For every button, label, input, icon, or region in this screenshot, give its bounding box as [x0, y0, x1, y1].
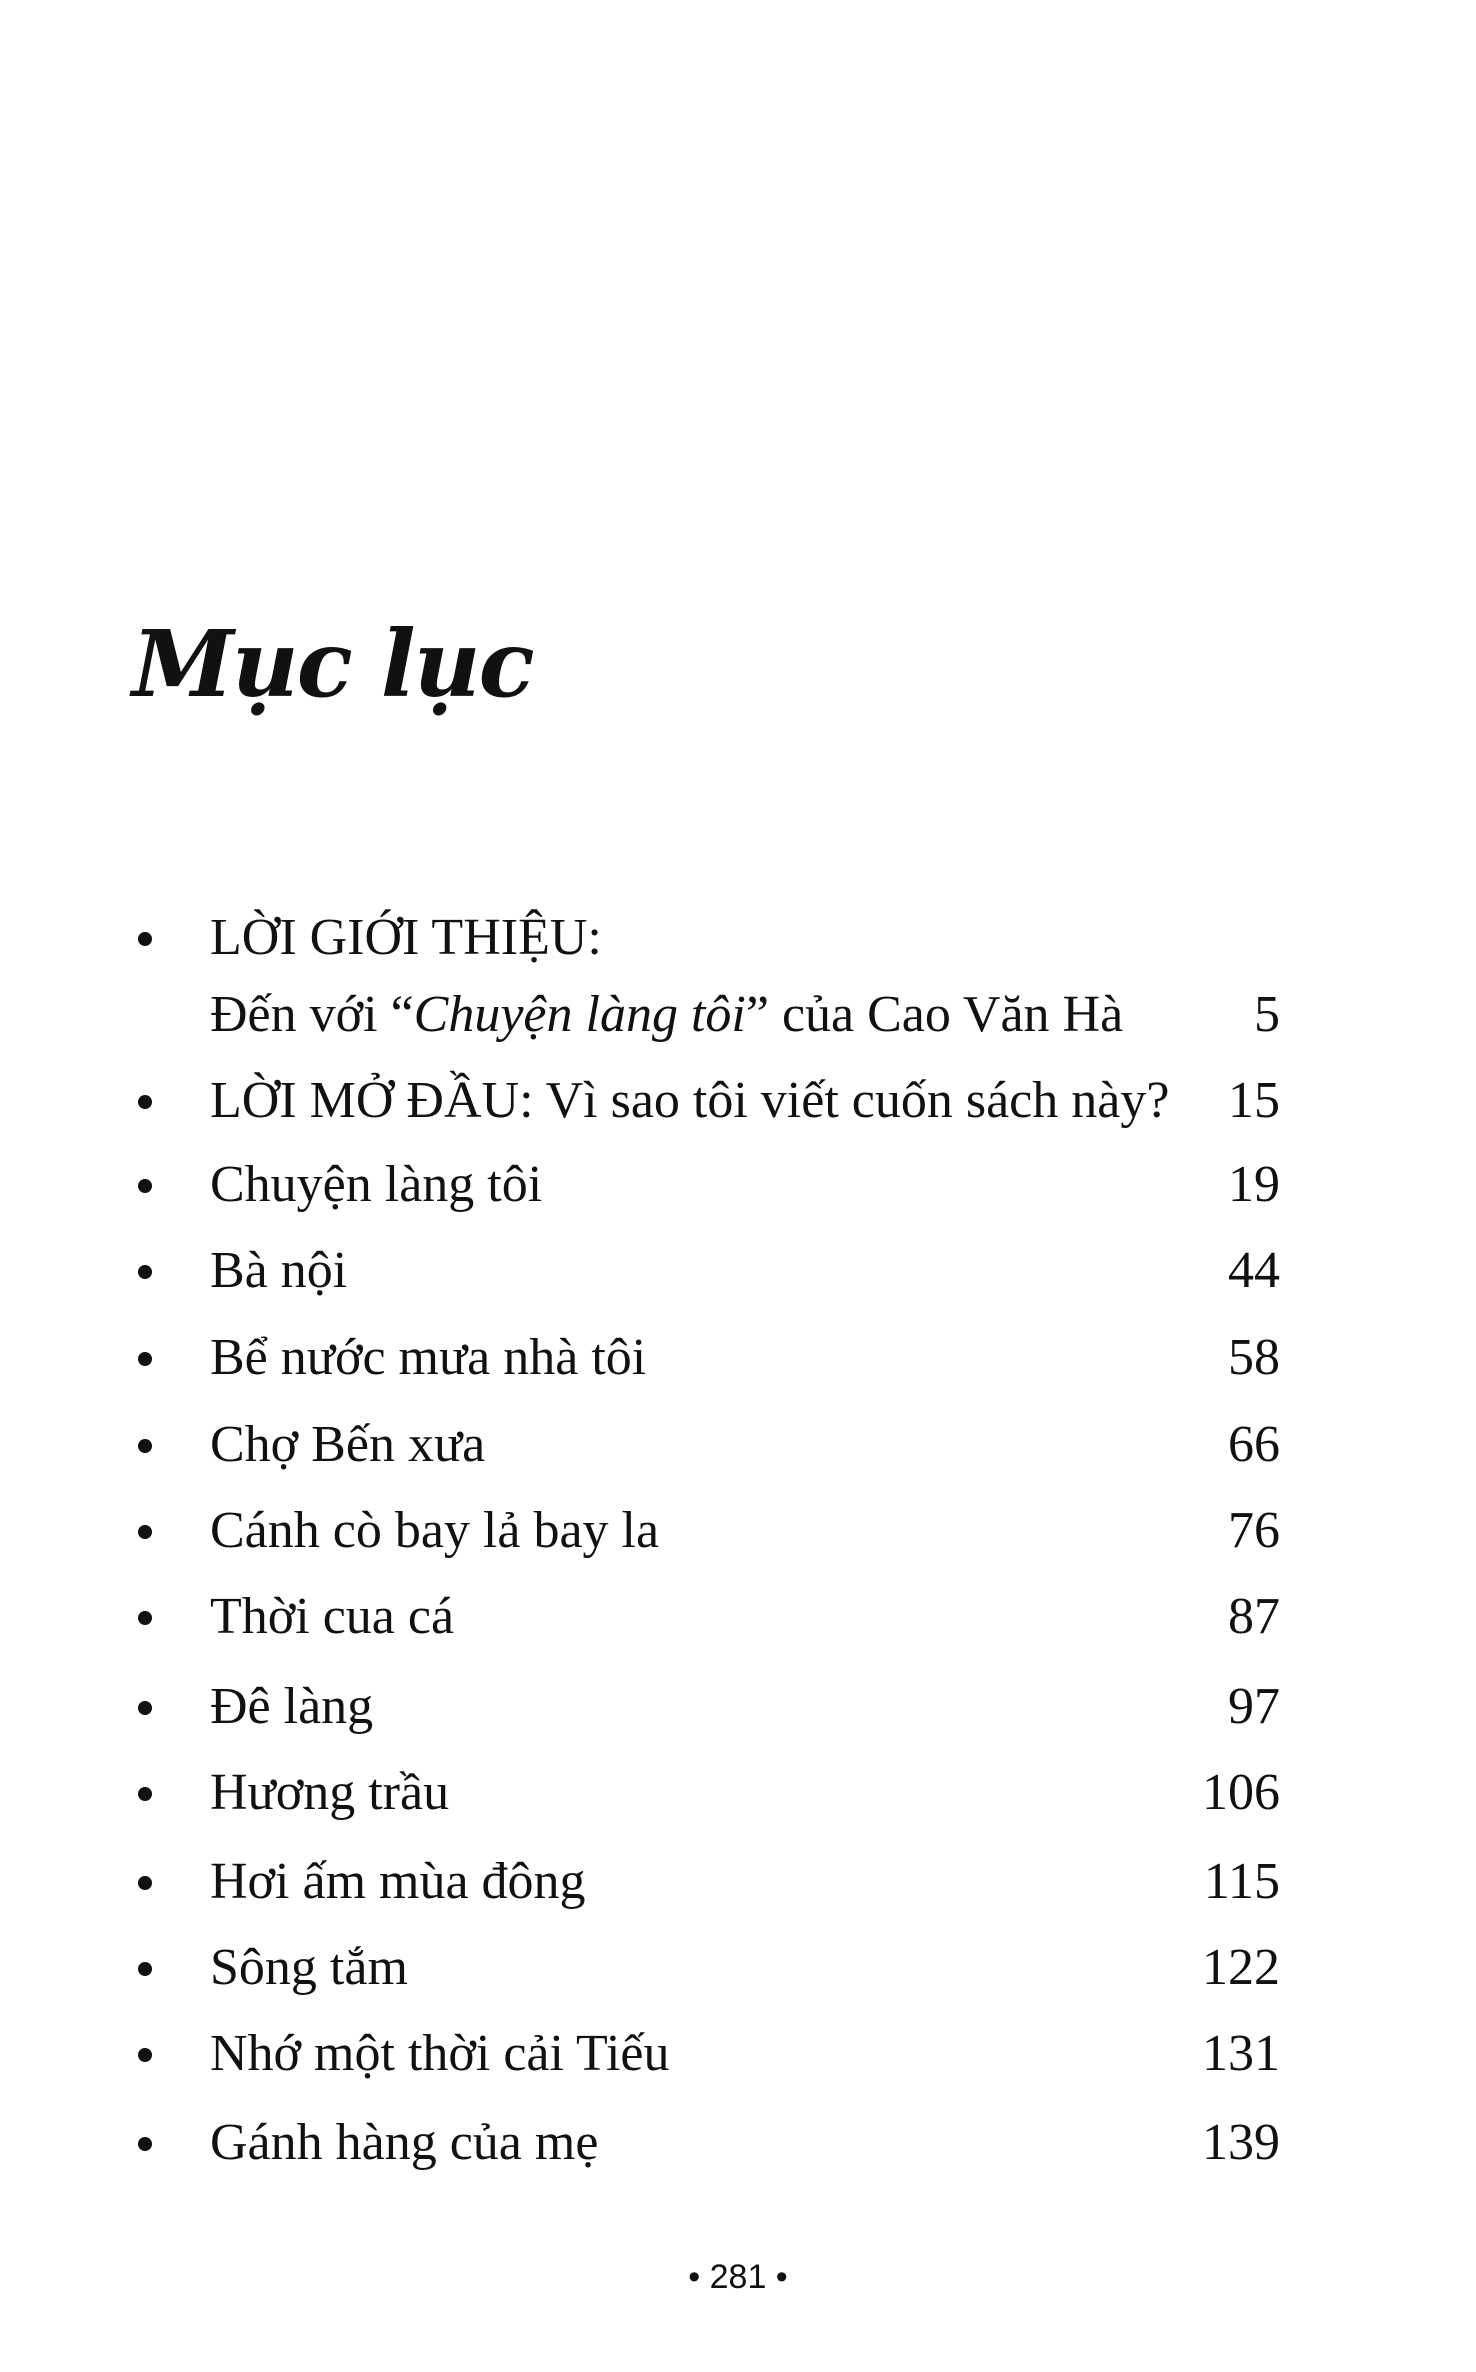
bullet-icon	[138, 1265, 152, 1279]
bullet-icon	[138, 1095, 152, 1109]
toc-entry	[0, 1236, 1476, 1306]
toc-page-number: 131	[1202, 2025, 1280, 2082]
toc-entry-label: Gánh hàng của mẹ	[210, 2114, 599, 2171]
toc-page-number: 44	[1228, 1242, 1280, 1299]
toc-entry-label	[210, 980, 1123, 1050]
toc-entry-label: Thời cua cá	[210, 1588, 455, 1645]
page-number-footer: • 281 •	[688, 2258, 788, 2296]
toc-entry-label: LỜI MỞ ĐẦU: Vì sao tôi viết cuốn sách này?	[210, 1072, 1170, 1129]
toc-page-number: 5	[1254, 986, 1280, 1043]
bullet-icon	[138, 1179, 152, 1193]
toc-entry	[0, 1410, 1476, 1480]
toc-entry-label: Bể nước mưa nhà tôi	[210, 1329, 647, 1386]
toc-entry	[0, 1847, 1476, 1917]
bullet-icon	[138, 1525, 152, 1539]
toc-page-number: 19	[1228, 1156, 1280, 1213]
toc-entry	[0, 1066, 1476, 1136]
toc-page-number: 106	[1202, 1764, 1280, 1821]
toc-page-number: 66	[1228, 1416, 1280, 1473]
toc-page-number: 76	[1228, 1502, 1280, 1559]
bullet-icon	[138, 1787, 152, 1801]
toc-entry	[0, 1150, 1476, 1220]
toc-page-number: 15	[1228, 1072, 1280, 1129]
toc-entry	[0, 1672, 1476, 1742]
label-prefix: Đến với “	[210, 986, 414, 1043]
bullet-icon	[138, 1701, 152, 1715]
toc-entry-label: Hơi ấm mùa đông	[210, 1853, 586, 1910]
toc-entry	[0, 1933, 1476, 2003]
bullet-icon	[138, 932, 152, 946]
toc-entry-intro-line	[0, 980, 1476, 1050]
toc-entry	[0, 2019, 1476, 2089]
toc-page-number: 87	[1228, 1588, 1280, 1645]
toc-entry-label: Bà nội	[210, 1242, 348, 1299]
toc-entry-label: LỜI GIỚI THIỆU:	[210, 909, 602, 966]
toc-entry	[0, 1758, 1476, 1828]
bullet-icon	[138, 1439, 152, 1453]
toc-entry	[0, 1323, 1476, 1393]
toc-entry-label: Chuyện làng tôi	[210, 1156, 543, 1213]
toc-entry-label: Nhớ một thời cải Tiếu	[210, 2025, 670, 2082]
toc-entry-label: Đê làng	[210, 1678, 374, 1735]
toc-entry-label: Sông tắm	[210, 1939, 408, 1996]
toc-page-number: 115	[1203, 1853, 1280, 1910]
bullet-icon	[138, 1352, 152, 1366]
toc-entry-label: Cánh cò bay lả bay la	[210, 1502, 660, 1559]
bullet-icon	[138, 1611, 152, 1625]
toc-entry-label: Chợ Bến xưa	[210, 1416, 486, 1473]
toc-entry	[0, 2108, 1476, 2178]
label-suffix: ” của Cao Văn Hà	[745, 986, 1124, 1043]
toc-entry-label: Hương trầu	[210, 1764, 450, 1821]
bullet-icon	[138, 1876, 152, 1890]
bullet-icon	[138, 2137, 152, 2151]
page-title: Mục lục	[132, 610, 533, 718]
toc-entry	[0, 1582, 1476, 1652]
bullet-icon	[138, 2048, 152, 2062]
toc-page-number: 58	[1228, 1329, 1280, 1386]
toc-entry	[0, 1496, 1476, 1566]
label-book-title: Chuyện làng tôi	[413, 986, 746, 1043]
bullet-icon	[138, 1962, 152, 1976]
toc-page-number: 97	[1228, 1678, 1280, 1735]
toc-page-number: 139	[1202, 2114, 1280, 2171]
toc-page-number: 122	[1202, 1939, 1280, 1996]
toc-entry-intro-heading	[0, 903, 1476, 973]
